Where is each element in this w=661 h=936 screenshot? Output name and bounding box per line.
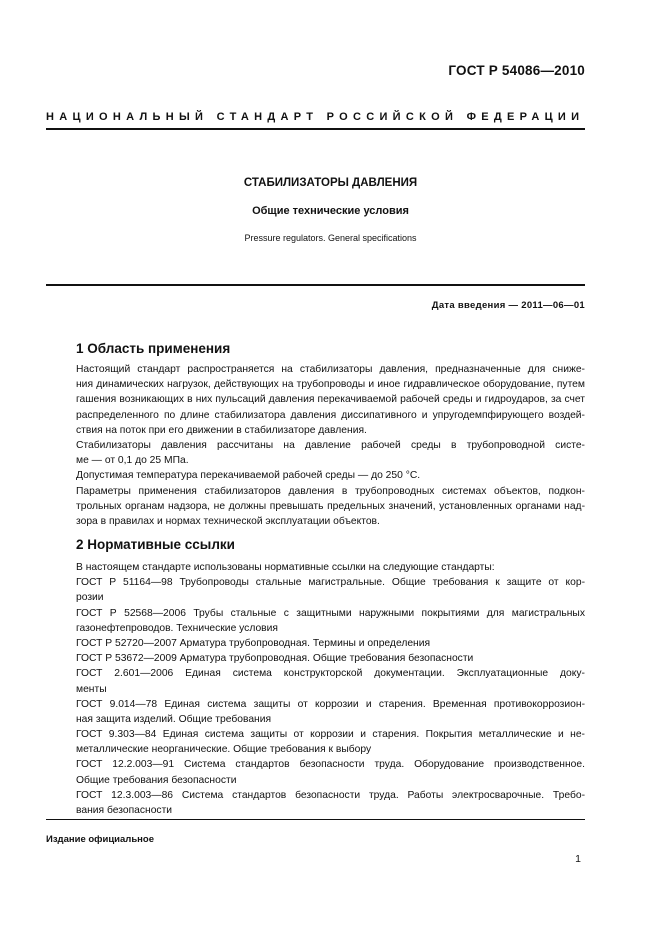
text-line: распределенного по длине стабилизатора давления диссипативного и упругодемпфирующего воздей- (76, 409, 585, 421)
text-line: гашения возникающих в них пульсаций давления перекачиваемой рабочей среды и гидроударов, за счет (76, 394, 585, 406)
section-2-body (76, 560, 585, 818)
text-line: ме — от 0,1 до 25 МПа. (76, 455, 189, 467)
text-line: розии (76, 592, 104, 604)
section-2-heading: 2 Нормативные ссылки (76, 537, 235, 552)
text-line: ГОСТ 9.014—78 Единая система защиты от коррозии и старения. Временная противокоррозион- (76, 698, 585, 710)
text-line: В настоящем стандарте использованы нормативные ссылки на следующие стандарты: (76, 562, 495, 573)
document-title: СТАБИЛИЗАТОРЫ ДАВЛЕНИЯ (243, 177, 418, 189)
text-line: ГОСТ 9.303—84 Единая система защиты от коррозии и старения. Покрытия металлические и не- (76, 729, 585, 741)
text-line: газонефтепроводов. Технические условия (76, 622, 278, 634)
text-line: ГОСТ Р 51164—98 Трубопроводы стальные магистральные. Общие требования к защите от кор- (76, 577, 585, 589)
text-line: ГОСТ 12.3.003—86 Система стандартов безопасности труда. Работы электросварочные. Требо- (76, 789, 585, 801)
footer-rule (46, 819, 585, 820)
text-line: ГОСТ 12.2.003—91 Система стандартов безопасности труда. Оборудование производственное. (76, 759, 585, 771)
text-line: зора в правилах и нормах технической эксплуатации объектов. (76, 515, 380, 527)
text-line: ГОСТ Р 52568—2006 Трубы стальные с защитными наружными покрытиями для магистральных (76, 607, 585, 619)
document-number: ГОСТ Р 54086—2010 (448, 63, 585, 78)
header-rule (46, 128, 585, 130)
text-line: ГОСТ Р 52720—2007 Арматура трубопроводная. Термины и определения (76, 637, 431, 649)
text-line: трольных органам надзора, не должны превышать предельных значений, установленных органами над- (76, 500, 585, 512)
text-line: Общие требования безопасности (76, 774, 237, 786)
text-line: ния динамических нагрузок, действующих на трубопроводы и иное гидравлическое оборудование, путем (76, 379, 585, 391)
text-line: ГОСТ 2.601—2006 Единая система конструкторской документации. Эксплуатационные доку- (76, 668, 585, 680)
text-line: менты (76, 683, 107, 695)
text-line: вания безопасности (76, 805, 173, 816)
page-number: 1 (575, 853, 581, 865)
text-line: ная защита изделий. Общие требования (76, 713, 272, 725)
title-rule (46, 284, 585, 286)
text-line: ГОСТ Р 53672—2009 Арматура трубопроводная. Общие требования безопасности (76, 653, 474, 665)
national-standard-banner: НАЦИОНАЛЬНЫЙ СТАНДАРТ РОССИЙСКОЙ ФЕДЕРАЦИИ (46, 111, 585, 123)
text-line: Параметры применения стабилизаторов давления в трубопроводных системах объектов, подкон- (76, 485, 585, 497)
document-subtitle: Общие технические условия (252, 205, 409, 217)
introduction-date: Дата введения — 2011—06—01 (431, 300, 585, 311)
section-1-body (76, 362, 585, 529)
english-title: Pressure regulators. General specifications (244, 233, 417, 243)
text-line: Допустимая температура перекачиваемой рабочей среды — до 250 °С. (76, 470, 421, 482)
text-line: Стабилизаторы давления рассчитаны на давление рабочей среды в трубопроводной систе- (76, 439, 585, 451)
text-line: металлические неорганические. Общие требования к выбору (76, 744, 372, 756)
text-line: ствия на поток при его движении в стабилизаторе давления. (76, 424, 367, 436)
text-line: Настоящий стандарт распространяется на стабилизаторы давления, предназначенные для сниже- (76, 364, 585, 375)
edition-note: Издание официальное (46, 834, 154, 845)
section-1-heading: 1 Область применения (76, 341, 231, 356)
